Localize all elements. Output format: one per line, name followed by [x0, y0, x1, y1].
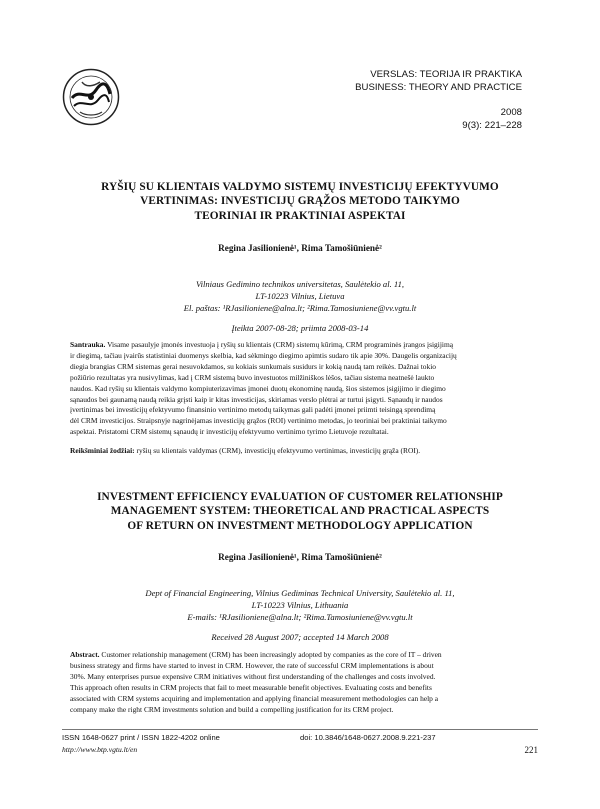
lt-title-line: TEORINIAI IR PRAKTINIAI ASPEKTAI: [194, 209, 406, 222]
lt-abstract-line: ir diegimą, tačiau įvairūs statistiniai duomenys skelbia, kad sėkmingo diegimo apimtis sudaro tik apie 30%. Daugelis organizacijų: [70, 350, 457, 360]
lt-keywords-text: ryšių su klientais valdymas (CRM), investicijų efektyvumo vertinimas, investicijų grąža (ROI).: [136, 446, 421, 455]
footer-issn: ISSN 1648-0627 print / ISSN 1822-4202 online: [62, 733, 220, 742]
en-abstract-line: company make the right CRM investments solution and build a compelling justification for its CRM project.: [70, 704, 394, 714]
en-title-line: INVESTMENT EFFICIENCY EVALUATION OF CUSTOMER RELATIONSHIP: [97, 491, 503, 503]
lt-title-line: RYŠIŲ SU KLIENTAIS VALDYMO SISTEMŲ INVESTICIJŲ EFEKTYVUMO: [101, 181, 499, 193]
lt-abstract: [70, 340, 531, 438]
en-affiliation-line: LT-10223 Vilnius, Lithuania: [251, 600, 349, 610]
lt-keywords: [70, 446, 531, 457]
lt-authors: Regina Jasilionienė¹, Rima Tamošiūnienė²: [218, 243, 382, 253]
en-abstract: [70, 650, 531, 715]
lt-title-line: VERTINIMAS: INVESTICIJŲ GRĄŽOS METODO TAIKYMO: [140, 195, 460, 208]
en-affiliation-line: Dept of Financial Engineering, Vilnius Gediminas Technical University, Saulėtekio al. 11,: [145, 588, 455, 598]
lt-keywords-label: Reikšminiai žodžiai:: [70, 446, 135, 455]
lt-abstract-line: diegia brangias CRM sistemas gerai nesuvokdamos, su kokiais sunkumais susidurs ir kokią naudą tam reikės. Dažnai tokio: [70, 361, 437, 371]
lt-abstract-line: aspektai. Pristatomi CRM sistemų sąnaudų ir investicijų efektyvumo vertinimo tyrimo Lietuvoje rezultatai.: [70, 427, 389, 437]
footer-rule: [62, 729, 538, 730]
en-dates: Received 28 August 2007; accepted 14 March 2008: [211, 632, 389, 642]
en-title-line: MANAGEMENT SYSTEM: THEORETICAL AND PRACTICAL ASPECTS: [110, 505, 490, 518]
page-number: 221: [524, 745, 538, 755]
journal-info: [355, 68, 522, 132]
lt-abstract-line: sąnaudos bei gaunamą naudą reikia grįsti kaip ir kitas investicijas, skiriamas verslo plėtrai ar turtui įsigyti. Sąnaudų ir naudos: [70, 394, 443, 404]
lt-dates: Įteikta 2007-08-28; priimta 2008-03-14: [231, 323, 369, 333]
footer-doi: doi: 10.3846/1648-0627.2008.9.221-237: [300, 733, 436, 742]
en-abstract-line: associated with CRM systems acquiring and implementation and applying financial measurement methodologies can help a: [70, 693, 439, 703]
lt-affiliation-line: El. paštas: ¹RJasilioniene@alna.lt; ²Rima.Tamosiuniene@vv.vgtu.lt: [183, 303, 417, 313]
en-affiliation-line: E-mails: ¹RJasilioniene@alna.lt; ²Rima.Tamosiuniene@vv.vgtu.lt: [187, 612, 413, 622]
en-abstract-line: This approach often results in CRM projects that fail to meet measurable benefit objectives. Evaluating costs and benefits: [70, 682, 432, 692]
journal-volume: 9(3): 221–228: [462, 120, 522, 131]
lt-title: [40, 180, 560, 223]
en-abstract-line: Customer relationship management (CRM) has been increasingly adopted by companies as the core of IT – driven: [101, 650, 442, 659]
lt-affiliation: [0, 278, 600, 314]
journal-name-lt: VERSLAS: TEORIJA IR PRAKTIKA: [370, 69, 522, 80]
en-abstract-label: Abstract.: [70, 650, 100, 659]
en-title: [40, 490, 560, 533]
journal-logo-icon: [62, 68, 120, 126]
lt-abstract-line: Visame pasaulyje įmonės investuoja į ryšių su klientais (CRM) sistemų kūrimą, CRM programinės įrangos įsigijimą: [107, 340, 454, 349]
journal-year: 2008: [500, 107, 522, 118]
en-abstract-line: 30%. Many enterprises pursue expensive CRM initiatives without first understanding of the challenges and costs involved.: [70, 671, 436, 681]
en-authors: Regina Jasilionienė¹, Rima Tamošiūnienė²: [218, 552, 382, 562]
lt-abstract-line: dėl CRM investicijos. Straipsnyje nagrinėjamas investicijų grąžos (ROI) vertinimo metodas, jo teoriniai bei praktiniai taikymo: [70, 416, 447, 426]
en-affiliation: [0, 587, 600, 623]
lt-abstract-line: įvertinimas bei investicijų efektyvumo finansinio vertinimo metodų taikymas gali padėti įmonei priimti teisingą sprendimą: [70, 405, 436, 415]
en-title-line: OF RETURN ON INVESTMENT METHODOLOGY APPLICATION: [127, 519, 473, 532]
en-abstract-line: business strategy and firms have started to invest in CRM. However, the rate of successful CRM implementations is about: [70, 660, 434, 670]
lt-abstract-line: požiūrio rezultatas yra nusivylimas, kad į CRM sistemą buvo investuotos milžiniškos lėšos, tačiau sistema neatnešė laukto: [70, 372, 435, 382]
lt-affiliation-line: LT-10223 Vilnius, Lietuva: [255, 291, 345, 301]
journal-name-en: BUSINESS: THEORY AND PRACTICE: [355, 82, 522, 93]
lt-affiliation-line: Vilniaus Gedimino technikos universitetas, Saulėtekio al. 11,: [195, 279, 405, 289]
footer-url[interactable]: http://www.btp.vgtu.lt/en: [62, 745, 138, 754]
lt-abstract-line: naudos. Kad ryšių su klientais valdymo kompiuterizavimas įmonei duotų ekonominę naudą, šios sistemos įsigijimo ir diegimo: [70, 383, 446, 393]
lt-abstract-label: Santrauka.: [70, 340, 106, 349]
